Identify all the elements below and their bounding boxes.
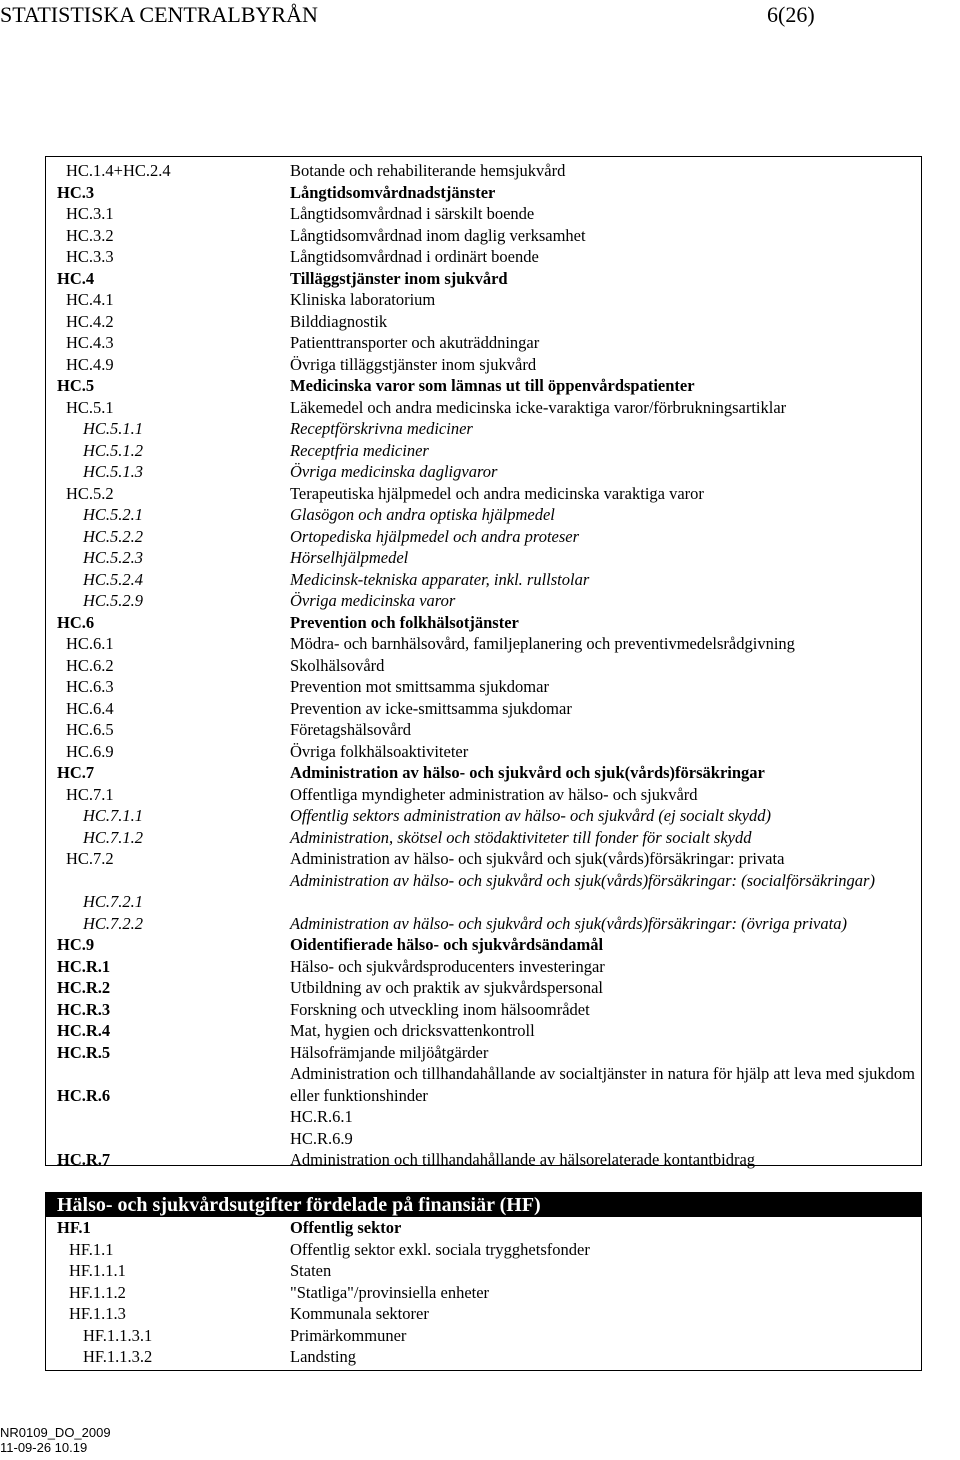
table-row bbox=[46, 977, 921, 999]
row-label: Läkemedel och andra medicinska icke-varaktiga varor/förbrukningsartiklar bbox=[290, 397, 787, 417]
section-header: Hälso- och sjukvårdsutgifter fördelade på finansiär (HF) bbox=[46, 1193, 921, 1217]
table-row bbox=[46, 612, 921, 634]
row-code: HC.6.5 bbox=[66, 720, 114, 739]
row-code: HC.4 bbox=[57, 268, 95, 288]
hf-financier-table bbox=[45, 1192, 922, 1371]
table-row bbox=[46, 160, 921, 182]
organization-name: STATISTISKA CENTRALBYRÅN bbox=[0, 2, 318, 27]
row-code: HC.R.1 bbox=[57, 956, 111, 976]
row-code: HC.6 bbox=[57, 612, 95, 632]
row-label: Administration av hälso- och sjukvård och sjuk(vårds)försäkringar bbox=[290, 763, 765, 782]
page-footer bbox=[0, 1425, 111, 1455]
row-label: Primärkommuner bbox=[290, 1325, 407, 1345]
table-row bbox=[46, 590, 921, 612]
row-code: HF.1.1.2 bbox=[69, 1282, 126, 1302]
row-label: HC.R.6.1 bbox=[290, 1107, 353, 1126]
row-code: HF.1.1.3 bbox=[69, 1304, 126, 1323]
row-code: HC.5.1.1 bbox=[83, 419, 144, 438]
timestamp: 11-09-26 10.19 bbox=[0, 1440, 88, 1455]
row-label: Oidentifierade hälso- och sjukvårdsändamål bbox=[290, 935, 604, 954]
table-row bbox=[46, 762, 921, 784]
row-label: Övriga medicinska varor bbox=[290, 591, 456, 610]
table-row bbox=[46, 784, 921, 806]
row-label: Landsting bbox=[290, 1347, 356, 1366]
row-code: HF.1.1.1 bbox=[69, 1261, 126, 1280]
row-code: HC.7.1.2 bbox=[83, 827, 144, 847]
row-label: Forskning och utveckling inom hälsoområdet bbox=[290, 999, 590, 1019]
row-code: HC.5.2.4 bbox=[83, 569, 144, 589]
table-row bbox=[46, 1149, 921, 1171]
table-row bbox=[46, 805, 921, 827]
row-label: Mat, hygien och dricksvattenkontroll bbox=[290, 1021, 535, 1040]
table-row bbox=[46, 440, 921, 462]
row-label: Bilddiagnostik bbox=[290, 311, 388, 331]
table-row bbox=[46, 999, 921, 1021]
row-label: Offentlig sektor bbox=[290, 1218, 402, 1237]
row-label: Ortopediska hjälpmedel och andra proteser bbox=[290, 526, 580, 546]
row-label: Kommunala sektorer bbox=[290, 1304, 429, 1323]
table-row bbox=[46, 526, 921, 548]
table-row bbox=[46, 1063, 921, 1106]
row-label: Företagshälsovård bbox=[290, 720, 411, 739]
table-row bbox=[46, 354, 921, 376]
table-row bbox=[46, 225, 921, 247]
row-code: HC.6.3 bbox=[66, 677, 114, 696]
row-code: HC.7.2 bbox=[66, 849, 114, 868]
row-code: HC.R.6 bbox=[57, 1085, 111, 1105]
table-row bbox=[46, 203, 921, 225]
row-code: HC.5.1.3 bbox=[83, 462, 144, 481]
row-label: Mödra- och barnhälsovård, familjeplanering och preventivmedelsrådgivning bbox=[290, 634, 795, 653]
row-code: HC.3 bbox=[57, 182, 95, 202]
document-id: NR0109_DO_2009 bbox=[0, 1425, 111, 1440]
row-label: Medicinsk-tekniska apparater, inkl. rullstolar bbox=[290, 569, 590, 589]
row-code: HF.1.1.3.1 bbox=[83, 1325, 153, 1345]
table-row bbox=[46, 1303, 921, 1325]
row-label: HC.R.6.9 bbox=[290, 1128, 353, 1148]
row-label: Botande och rehabiliterande hemsjukvård bbox=[290, 161, 566, 180]
row-label: Långtidsomvårdnadstjänster bbox=[290, 182, 496, 202]
row-code: HC.R.7 bbox=[57, 1150, 111, 1169]
row-label: Administration och tillhandahållande av hälsorelaterade kontantbidrag bbox=[290, 1150, 756, 1169]
row-code: HC.5 bbox=[57, 376, 95, 395]
row-code: HC.9 bbox=[57, 935, 95, 954]
row-label: Receptfria mediciner bbox=[290, 440, 429, 460]
table-row bbox=[46, 461, 921, 483]
page-number: 6(26) bbox=[767, 2, 815, 27]
table-row bbox=[46, 483, 921, 505]
row-code: HF.1 bbox=[57, 1218, 91, 1237]
table-row bbox=[46, 913, 921, 935]
row-code: HC.5.2.1 bbox=[83, 505, 144, 524]
table-row bbox=[46, 311, 921, 333]
row-label: Receptförskrivna mediciner bbox=[290, 419, 473, 438]
row-code: HC.R.2 bbox=[57, 978, 111, 997]
table-row bbox=[46, 1282, 921, 1304]
table-row bbox=[46, 1042, 921, 1064]
row-label: Hörselhjälpmedel bbox=[290, 548, 409, 567]
row-code: HC.7.1 bbox=[66, 784, 114, 804]
row-label: Hälso- och sjukvårdsproducenters investeringar bbox=[290, 956, 605, 976]
row-label: Glasögon och andra optiska hjälpmedel bbox=[290, 505, 555, 524]
row-code: HC.5.2 bbox=[66, 483, 114, 503]
row-code: HC.3.2 bbox=[66, 225, 114, 245]
table-row bbox=[46, 1346, 921, 1368]
table-row bbox=[46, 375, 921, 397]
row-label: Utbildning av och praktik av sjukvårdspersonal bbox=[290, 978, 603, 997]
table-row bbox=[46, 1217, 921, 1239]
row-label: Medicinska varor som lämnas ut till öppenvårdspatienter bbox=[290, 376, 695, 395]
table-row bbox=[46, 676, 921, 698]
row-code: HC.4.2 bbox=[66, 311, 114, 331]
table-row bbox=[46, 870, 921, 913]
row-label: Administration av hälso- och sjukvård och sjuk(vårds)försäkringar: (övriga privata) bbox=[290, 913, 847, 933]
row-code: HC.R.4 bbox=[57, 1021, 111, 1040]
row-label: Administration av hälso- och sjukvård och sjuk(vårds)försäkringar: (socialförsäkringar) bbox=[290, 870, 875, 890]
table-row bbox=[46, 741, 921, 763]
row-code: HC.7.1.1 bbox=[83, 806, 144, 825]
row-label: Tilläggstjänster inom sjukvård bbox=[290, 268, 508, 288]
row-label: Långtidsomvårdnad inom daglig verksamhet bbox=[290, 225, 586, 245]
row-code: HC.7.2.2 bbox=[83, 913, 144, 933]
row-label: Administration och tillhandahållande av socialtjänster in natura för hjälp att leva med sjukdom eller funktionshinder bbox=[290, 1064, 915, 1105]
table-row bbox=[46, 956, 921, 978]
table-row bbox=[46, 1106, 921, 1128]
row-label: Övriga medicinska dagligvaror bbox=[290, 462, 498, 481]
row-code: HC.5.2.9 bbox=[83, 591, 144, 610]
table-row bbox=[46, 182, 921, 204]
table-row bbox=[46, 246, 921, 268]
table-row bbox=[46, 934, 921, 956]
row-code: HC.4.1 bbox=[66, 290, 114, 309]
row-label: Staten bbox=[290, 1261, 332, 1280]
row-label: Offentlig sektors administration av hälso- och sjukvård (ej socialt skydd) bbox=[290, 806, 772, 825]
row-code: HC.R.5 bbox=[57, 1042, 111, 1062]
row-code: HC.6.1 bbox=[66, 634, 114, 653]
hc-classification-table bbox=[45, 156, 922, 1169]
table-row bbox=[46, 698, 921, 720]
table-row bbox=[46, 569, 921, 591]
row-code: HC.3.1 bbox=[66, 204, 114, 223]
row-label: Övriga tilläggstjänster inom sjukvård bbox=[290, 354, 537, 374]
table-row bbox=[46, 633, 921, 655]
table-row bbox=[46, 848, 921, 870]
table-row bbox=[46, 655, 921, 677]
row-code: HC.7.2.1 bbox=[83, 892, 144, 911]
table-row bbox=[46, 1020, 921, 1042]
row-code: HC.6.4 bbox=[66, 698, 114, 718]
row-label: Långtidsomvårdnad i ordinärt boende bbox=[290, 247, 539, 266]
row-label: Patienttransporter och akuträddningar bbox=[290, 333, 540, 352]
table-row bbox=[46, 1128, 921, 1150]
row-label: Långtidsomvårdnad i särskilt boende bbox=[290, 204, 535, 223]
table-row bbox=[46, 332, 921, 354]
row-code: HC.6.9 bbox=[66, 741, 114, 761]
table-row bbox=[46, 1260, 921, 1282]
row-label: Administration av hälso- och sjukvård och sjuk(vårds)försäkringar: privata bbox=[290, 849, 785, 868]
row-code: HC.3.3 bbox=[66, 247, 114, 266]
row-code: HC.6.2 bbox=[66, 655, 114, 675]
row-label: Prevention och folkhälsotjänster bbox=[290, 612, 519, 632]
row-code: HC.5.1.2 bbox=[83, 440, 144, 460]
row-code: HC.4.9 bbox=[66, 354, 114, 374]
row-code: HC.R.3 bbox=[57, 999, 111, 1019]
row-label: Administration, skötsel och stödaktiviteter till fonder för socialt skydd bbox=[290, 827, 752, 847]
row-label: Kliniska laboratorium bbox=[290, 290, 436, 309]
row-code: HF.1.1 bbox=[69, 1239, 114, 1259]
row-code: HF.1.1.3.2 bbox=[83, 1347, 153, 1366]
table-row bbox=[46, 719, 921, 741]
table-row bbox=[46, 268, 921, 290]
row-label: Offentliga myndigheter administration av hälso- och sjukvård bbox=[290, 784, 698, 804]
row-label: Prevention mot smittsamma sjukdomar bbox=[290, 677, 549, 696]
row-code: HC.7 bbox=[57, 763, 95, 782]
table-row bbox=[46, 397, 921, 419]
row-code: HC.5.1 bbox=[66, 397, 114, 417]
table-row bbox=[46, 504, 921, 526]
row-code: HC.1.4+HC.2.4 bbox=[66, 161, 171, 180]
row-label: "Statliga"/provinsiella enheter bbox=[290, 1282, 490, 1302]
row-label: Övriga folkhälsoaktiviteter bbox=[290, 741, 469, 761]
table-row bbox=[46, 1325, 921, 1347]
row-label: Skolhälsovård bbox=[290, 655, 385, 675]
row-code: HC.5.2.3 bbox=[83, 548, 144, 567]
row-label: Prevention av icke-smittsamma sjukdomar bbox=[290, 698, 572, 718]
row-label: Terapeutiska hjälpmedel och andra medicinska varaktiga varor bbox=[290, 483, 704, 503]
table-row bbox=[46, 827, 921, 849]
row-label: Hälsofrämjande miljöåtgärder bbox=[290, 1042, 489, 1062]
row-code: HC.4.3 bbox=[66, 333, 114, 352]
table-row bbox=[46, 418, 921, 440]
row-code: HC.5.2.2 bbox=[83, 526, 144, 546]
table-row bbox=[46, 289, 921, 311]
row-label: Offentlig sektor exkl. sociala trygghetsfonder bbox=[290, 1239, 590, 1259]
table-row bbox=[46, 547, 921, 569]
table-row bbox=[46, 1239, 921, 1261]
page-header bbox=[0, 2, 960, 34]
